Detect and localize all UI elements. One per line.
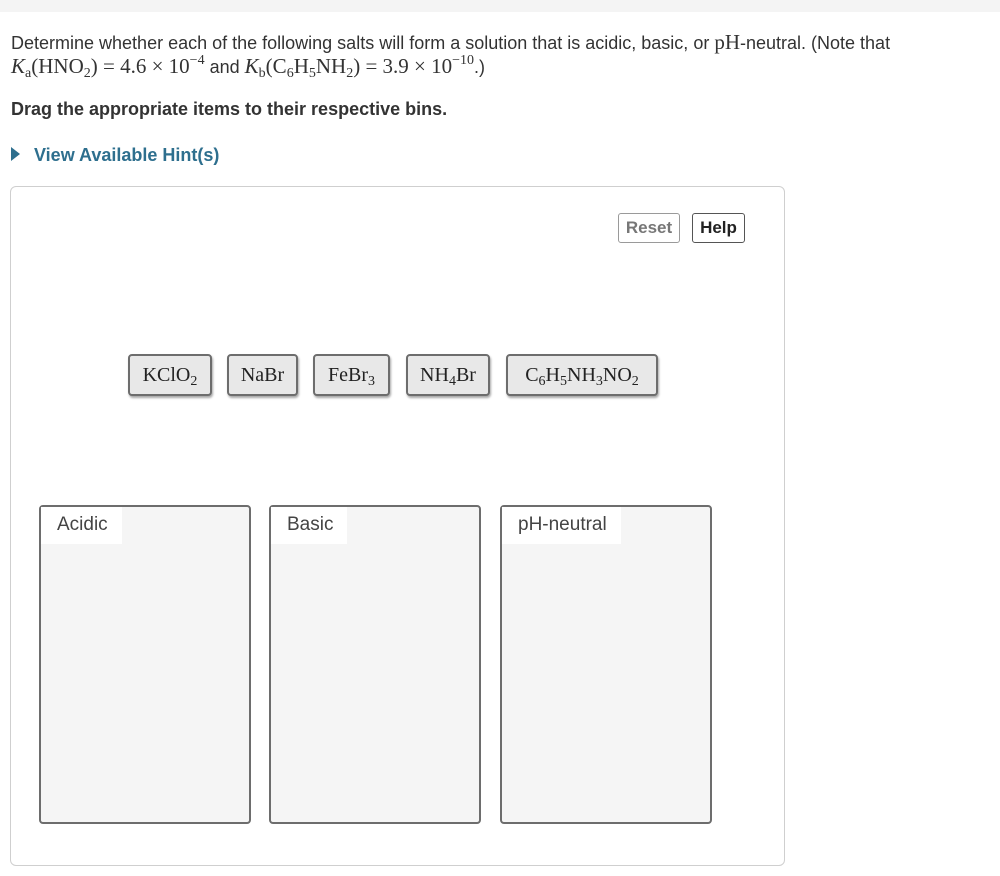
draggable-item-nh4br[interactable]: $NH_4Br$ <box>406 354 490 396</box>
bin-ph-neutral[interactable] <box>500 505 712 824</box>
top-bar <box>0 0 1000 12</box>
bin-label: pH-neutral <box>502 507 621 544</box>
kb-expression: $K_b(C_6H_5NH_2) = 3.9 \times 10^{-10}$ <box>244 53 475 81</box>
ka-expression: $K_a(HNO_2) = 4.6 \times 10^{-4}$ <box>11 53 205 81</box>
draggable-item-nabr[interactable]: NaBr <box>227 354 298 396</box>
draggable-item-kclo2[interactable]: KClO$_2$ <box>128 354 212 396</box>
help-button[interactable]: Help <box>692 213 745 243</box>
bin-label: Acidic <box>41 507 122 544</box>
draggable-item-c6h5nh3no2[interactable]: $C_6H_5NH_3NO_2$ <box>506 354 658 396</box>
view-hints-link[interactable]: View Available Hint(s) <box>11 145 219 166</box>
draggable-item-febr3[interactable]: FeBr$_3$ <box>313 354 390 396</box>
question-line-1: Determine whether each of the following salts will form a solution that is acidic, basic, or pH-neutral. (Note that <box>11 30 891 54</box>
reset-button[interactable]: Reset <box>618 213 680 243</box>
caret-right-icon <box>11 147 20 161</box>
bin-label: Basic <box>271 507 347 544</box>
bin-acidic[interactable] <box>39 505 251 824</box>
bin-basic[interactable] <box>269 505 481 824</box>
drag-drop-panel <box>10 186 785 866</box>
question-line-2: $K_a(HNO_2) = 4.6 \times 10^{-4}$ and $K_b(C_6H_5NH_2) = 3.9 \times 10^{-10}$.) <box>11 53 486 81</box>
instructions: Drag the appropriate items to their respective bins. <box>11 99 448 119</box>
